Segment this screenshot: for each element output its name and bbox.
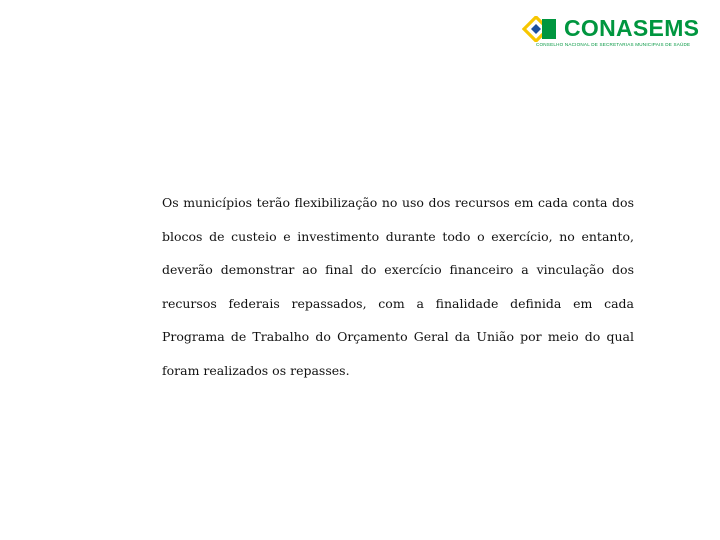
logo-tagline: CONSELHO NACIONAL DE SECRETARIAS MUNICIPAIS DE SAÚDE <box>536 42 691 47</box>
logo-wordmark: CONASEMS <box>564 15 700 41</box>
document-body <box>162 186 634 387</box>
conasems-logo-icon <box>522 16 558 42</box>
body-paragraph: Os municípios terão flexibilização no uso dos recursos em cada conta dos blocos de custeio e investimento durante todo o exercício, no entanto, deverão demonstrar ao final do exercício financeiro a vinculação dos recursos federais repassados, com a finalidade definida em cada Programa de Trabalho do Orçamento Geral da União por meio do qual foram realizados os repasses. <box>162 195 634 378</box>
conasems-logo <box>522 14 698 50</box>
